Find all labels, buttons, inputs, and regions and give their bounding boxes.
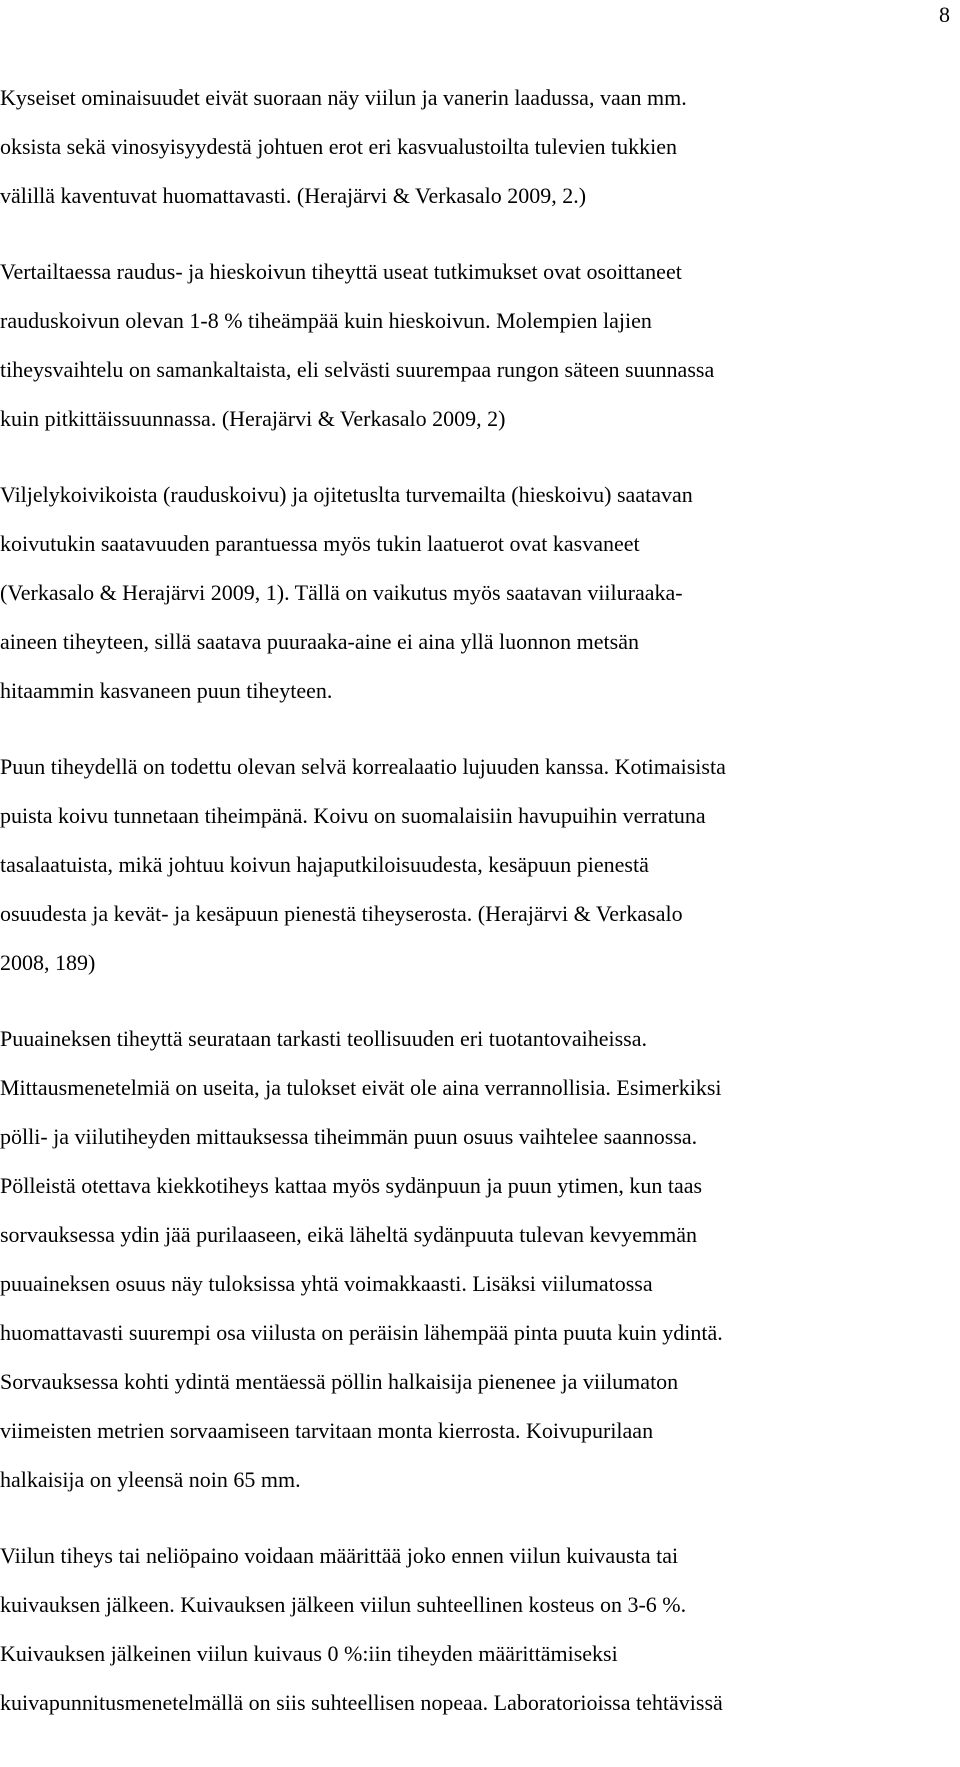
paragraph-3 xyxy=(0,470,960,715)
body-text xyxy=(0,73,960,1727)
paragraph-spacer xyxy=(0,1504,960,1531)
text-line: Puun tiheydellä on todettu olevan selvä korrealaatio lujuuden kanssa. Kotimaisista xyxy=(0,754,726,779)
paragraph-2 xyxy=(0,247,960,443)
text-line: sorvauksessa ydin jää purilaaseen, eikä läheltä sydänpuuta tulevan kevyemmän xyxy=(0,1222,698,1247)
text-line: aineen tiheyteen, sillä saatava puuraaka-aine ei aina yllä luonnon metsän xyxy=(0,629,639,654)
text-line: oksista sekä vinosyisyydestä johtuen erot eri kasvualustoilta tulevien tukkien xyxy=(0,134,677,159)
text-line: koivutukin saatavuuden parantuessa myös tukin laatuerot ovat kasvaneet xyxy=(0,531,640,556)
text-line: Viljelykoivikoista (rauduskoivu) ja ojitetuslta turvemailta (hieskoivu) saatavan xyxy=(0,482,693,507)
paragraph-1 xyxy=(0,73,960,220)
text-line: hitaammin kasvaneen puun tiheyteen. xyxy=(0,678,333,703)
paragraph-spacer xyxy=(0,987,960,1014)
paragraph-spacer xyxy=(0,220,960,247)
text-line: Kuivauksen jälkeinen viilun kuivaus 0 %:iin tiheyden määrittämiseksi xyxy=(0,1641,618,1666)
text-line: Mittausmenetelmiä on useita, ja tulokset eivät ole aina verrannollisia. Esimerkiksi xyxy=(0,1075,722,1100)
paragraph-spacer xyxy=(0,443,960,470)
text-line: viimeisten metrien sorvaamiseen tarvitaan monta kierrosta. Koivupurilaan xyxy=(0,1418,654,1443)
text-line: Sorvauksessa kohti ydintä mentäessä pöllin halkaisija pienenee ja viilumaton xyxy=(0,1369,679,1394)
text-line: kuin pitkittäissuunnassa. (Herajärvi & Verkasalo 2009, 2) xyxy=(0,406,506,431)
text-line: halkaisija on yleensä noin 65 mm. xyxy=(0,1467,301,1492)
text-line: Pölleistä otettava kiekkotiheys kattaa myös sydänpuun ja puun ytimen, kun taas xyxy=(0,1173,703,1198)
paragraph-spacer xyxy=(0,715,960,742)
paragraph-4 xyxy=(0,742,960,987)
text-line: rauduskoivun olevan 1-8 % tiheämpää kuin hieskoivun. Molempien lajien xyxy=(0,308,652,333)
text-line: puista koivu tunnetaan tiheimpänä. Koivu on suomalaisiin havupuihin verratuna xyxy=(0,803,706,828)
text-line: Viilun tiheys tai neliöpaino voidaan määrittää joko ennen viilun kuivausta tai xyxy=(0,1543,679,1568)
text-line: kuivapunnitusmenetelmällä on siis suhteellisen nopeaa. Laboratorioissa tehtävissä xyxy=(0,1690,723,1715)
text-line: Puuaineksen tiheyttä seurataan tarkasti teollisuuden eri tuotantovaiheissa. xyxy=(0,1026,647,1051)
text-line: (Verkasalo & Herajärvi 2009, 1). Tällä on vaikutus myös saatavan viiluraaka- xyxy=(0,580,683,605)
text-line: Vertailtaessa raudus- ja hieskoivun tiheyttä useat tutkimukset ovat osoittaneet xyxy=(0,259,682,284)
text-line: tiheysvaihtelu on samankaltaista, eli selvästi suurempaa rungon säteen suunnassa xyxy=(0,357,715,382)
text-line: pölli- ja viilutiheyden mittauksessa tiheimmän puun osuus vaihtelee saannossa. xyxy=(0,1124,698,1149)
text-line: osuudesta ja kevät- ja kesäpuun pienestä tiheyserosta. (Herajärvi & Verkasalo xyxy=(0,901,683,926)
text-line: huomattavasti suurempi osa viilusta on peräisin lähempää pinta puuta kuin ydintä. xyxy=(0,1320,723,1345)
paragraph-5 xyxy=(0,1014,960,1504)
page-number: 8 xyxy=(939,2,950,27)
text-line: välillä kaventuvat huomattavasti. (Herajärvi & Verkasalo 2009, 2.) xyxy=(0,183,587,208)
text-line: kuivauksen jälkeen. Kuivauksen jälkeen viilun suhteellinen kosteus on 3-6 %. xyxy=(0,1592,687,1617)
text-line: Kyseiset ominaisuudet eivät suoraan näy viilun ja vanerin laadussa, vaan mm. xyxy=(0,85,687,110)
text-line: tasalaatuista, mikä johtuu koivun hajaputkiloisuudesta, kesäpuun pienestä xyxy=(0,852,649,877)
paragraph-6 xyxy=(0,1531,960,1727)
text-line: puuaineksen osuus näy tuloksissa yhtä voimakkaasti. Lisäksi viilumatossa xyxy=(0,1271,653,1296)
text-line: 2008, 189) xyxy=(0,950,96,975)
